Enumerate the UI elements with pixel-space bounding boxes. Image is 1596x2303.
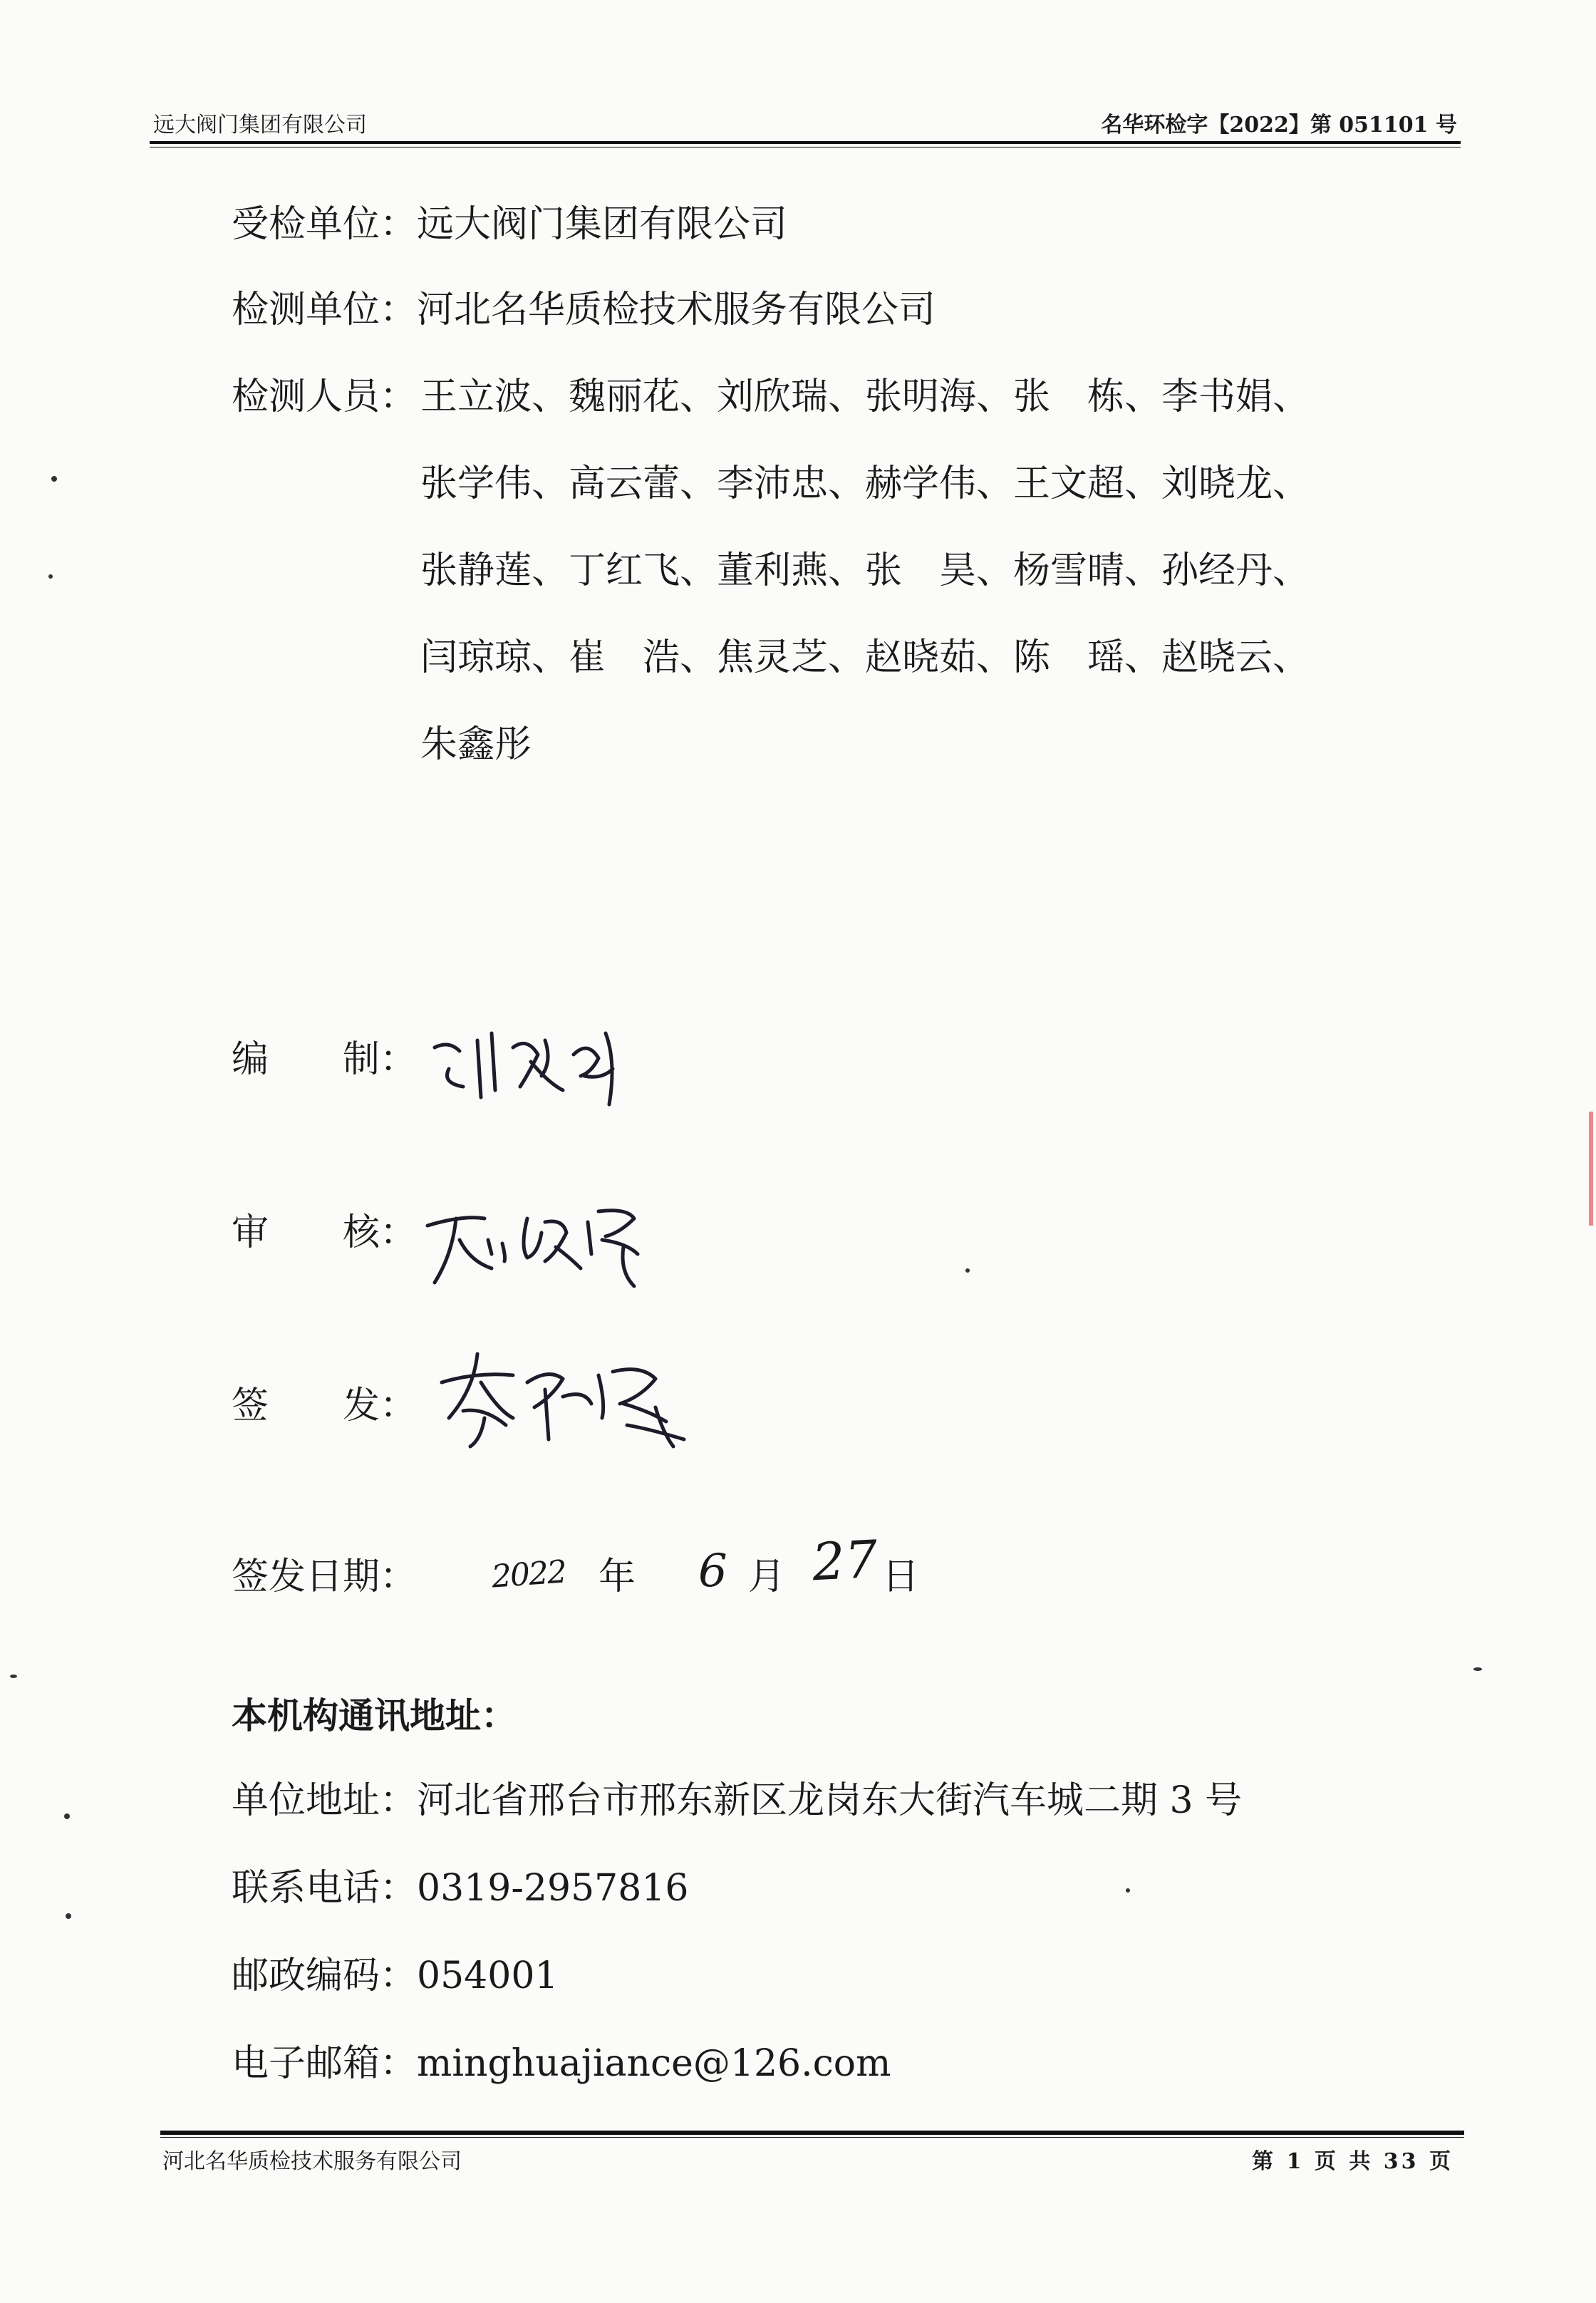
footer-company: 河北名华质检技术服务有限公司: [162, 2149, 462, 2174]
header-rule: [150, 141, 1461, 144]
header-rule-thin: [150, 147, 1461, 148]
inspected-unit-label: 受检单位：: [232, 203, 418, 246]
header-report-number: 名华环检字【2022】第 051101 号: [1101, 113, 1457, 138]
scan-speck: [64, 1813, 70, 1819]
issue-date-day: 27: [810, 1528, 879, 1593]
issue-date-year: 2022: [490, 1553, 567, 1595]
staff-line-3: 张静莲、丁红飞、董利燕、张 昊、杨雪晴、孙经丹、: [420, 549, 1310, 592]
phone-label: 联系电话：: [232, 1867, 418, 1910]
issue-date-label: 签发日期：: [232, 1556, 418, 1598]
issue-date-month: 6: [698, 1545, 727, 1598]
scan-speck: [965, 1268, 970, 1273]
prepared-signature: [420, 1019, 648, 1112]
scan-speck: [1473, 1667, 1482, 1671]
staff-line-2: 张学伟、高云蕾、李沛忠、赫学伟、王文超、刘晓龙、: [420, 462, 1310, 505]
postcode-row: [232, 1955, 559, 1997]
issued-label: 签 发：: [232, 1385, 418, 1427]
reviewed-signature: [420, 1190, 656, 1290]
issue-date-day-unit: 日: [882, 1556, 920, 1598]
email-row: [232, 2042, 891, 2085]
testing-unit-value: 河北名华质检技术服务有限公司: [417, 289, 936, 331]
prepared-label: 编 制：: [232, 1038, 418, 1081]
issue-date-year-unit: 年: [598, 1556, 636, 1598]
contact-title: 本机构通讯地址：: [232, 1695, 517, 1737]
footer-page-number: 第 1 页 共 33 页: [1252, 2149, 1454, 2174]
phone-row: [232, 1867, 689, 1910]
staff-label: 检测人员：: [232, 376, 418, 418]
edge-mark: [1589, 1112, 1593, 1226]
phone-value: 0319-2957816: [417, 1867, 689, 1910]
scan-speck: [48, 574, 53, 579]
footer-rule-thin: [160, 2137, 1464, 2138]
postcode-value: 054001: [417, 1955, 559, 1997]
address-label: 单位地址：: [232, 1779, 418, 1822]
header-company: 远大阀门集团有限公司: [153, 113, 367, 138]
email-value: minghuajiance@126.com: [417, 2042, 891, 2085]
address-value: 河北省邢台市邢东新区龙岗东大街汽车城二期 3 号: [417, 1779, 1243, 1822]
staff-line-4: 闫琼琼、崔 浩、焦灵芝、赵晓茹、陈 瑶、赵晓云、: [420, 636, 1310, 679]
address-row: [232, 1779, 1242, 1822]
staff-line-1: 王立波、魏丽花、刘欣瑞、张明海、张 栋、李书娟、: [420, 376, 1310, 418]
footer-rule: [160, 2131, 1464, 2135]
scan-speck: [10, 1675, 17, 1678]
email-label: 电子邮箱：: [232, 2042, 418, 2085]
inspected-unit-row: [232, 203, 787, 246]
testing-unit-row: [232, 289, 936, 331]
issued-signature: [420, 1340, 698, 1454]
testing-unit-label: 检测单位：: [232, 289, 418, 331]
staff-line-5: 朱鑫彤: [420, 723, 532, 766]
scan-speck: [66, 1913, 71, 1919]
scan-speck: [1126, 1888, 1130, 1893]
inspected-unit-value: 远大阀门集团有限公司: [417, 203, 788, 246]
issue-date-month-unit: 月: [748, 1556, 786, 1598]
scan-speck: [51, 476, 57, 482]
postcode-label: 邮政编码：: [232, 1955, 418, 1997]
reviewed-label: 审 核：: [232, 1211, 418, 1254]
